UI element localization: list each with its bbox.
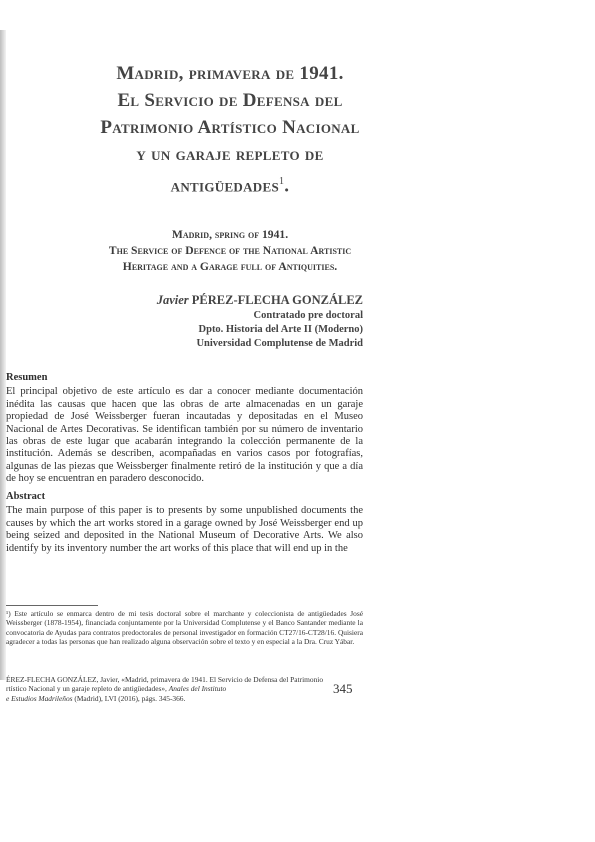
- author-university: Universidad Complutense de Madrid: [196, 338, 363, 349]
- abstract-heading: Abstract: [6, 491, 46, 502]
- citation-text: rtístico Nacional y un garaje repleto de antigüedades»,: [6, 684, 169, 694]
- english-title-line: Heritage and a Garage full of Antiquities.: [122, 260, 338, 273]
- footnote-mark: 1: [278, 176, 285, 187]
- title-line: y un garaje repleto de: [136, 144, 324, 165]
- citation-line: [6, 684, 336, 693]
- title-line-text: antigüedades: [170, 175, 279, 197]
- scan-shadow-edge: [0, 30, 6, 680]
- page-number: 345: [333, 681, 353, 696]
- citation-journal-cont: e Estudios Madrileños: [6, 693, 73, 703]
- citation-line: [6, 694, 336, 703]
- title-line: Madrid, primavera de 1941.: [116, 63, 344, 84]
- article-title: [30, 60, 430, 199]
- english-title-line: Madrid, spring of 1941.: [171, 228, 289, 241]
- footnote-rule: [6, 605, 98, 606]
- english-title-line: The Service of Defence of the National Artistic: [108, 244, 352, 257]
- author-given-name: Javier: [156, 293, 192, 307]
- resumen-section: [6, 372, 363, 486]
- title-line: [30, 168, 430, 199]
- resumen-heading: Resumen: [6, 372, 48, 383]
- abstract-section: [6, 491, 363, 555]
- author-position: Contratado pre doctoral: [253, 310, 363, 321]
- author-family-name: PÉREZ-FLECHA GONZÁLEZ: [191, 293, 363, 307]
- abstract-text: The main purpose of this paper is to presents by some unpublished documents the causes by which the art works stored in a garage owned by José Weissberger end up being seized and deposited in the National Museum of Decorative Arts. We also identify by its inventory number the art works of this place that will end up in the: [6, 505, 363, 554]
- citation: [6, 675, 336, 703]
- author-department: Dpto. Historia del Arte II (Moderno): [198, 324, 363, 335]
- english-title: [15, 227, 445, 275]
- resumen-text: El principal objetivo de este artículo es dar a conocer mediante documentación inédita las causas que hacen que las obras de arte almacenadas en un garaje propiedad de José Weissberger fueran incautadas y depositadas en el Museo Nacional de Artes Decorativas. Se identifican también por su número de inventario las obras de este lugar que acabarán integrando la colección permanente de la institución. Además se describen, acompañadas en varios casos por fotografías, algunas de las piezas que Weissberger finalmente retiró de la institución y que a día de hoy se encuentran en paradero desconocido.: [6, 386, 363, 485]
- author-name: [157, 292, 363, 309]
- citation-journal: Anales del Instituto: [168, 684, 227, 694]
- footnote: ¹) Este artículo se enmarca dentro de mi tesis doctoral sobre el marchante y coleccionista de antigüedades José Weissberger (1878-1954), financiada conjuntamente por la Universidad Complutense y el Banco Santander mediante la convocatoria de Ayudas para contratos predoctorales de personal investigador en formación CT27/16-CT28/16. Quisiera agradecer a todas las personas que han realizado alguna observación sobre el texto y en especial a la Dra. Cruz Yábar.: [6, 609, 363, 646]
- citation-line: ÉREZ-FLECHA GONZÁLEZ, Javier, «Madrid, primavera de 1941. El Servicio de Defensa del Patrimonio: [6, 675, 324, 684]
- title-line: El Servicio de Defensa del: [117, 90, 343, 111]
- author-block: [157, 292, 363, 351]
- title-line: Patrimonio Artístico Nacional: [100, 117, 360, 138]
- citation-text: (Madrid), LVI (2016), págs. 345-366.: [72, 693, 186, 703]
- title-end-punct: .: [284, 175, 290, 197]
